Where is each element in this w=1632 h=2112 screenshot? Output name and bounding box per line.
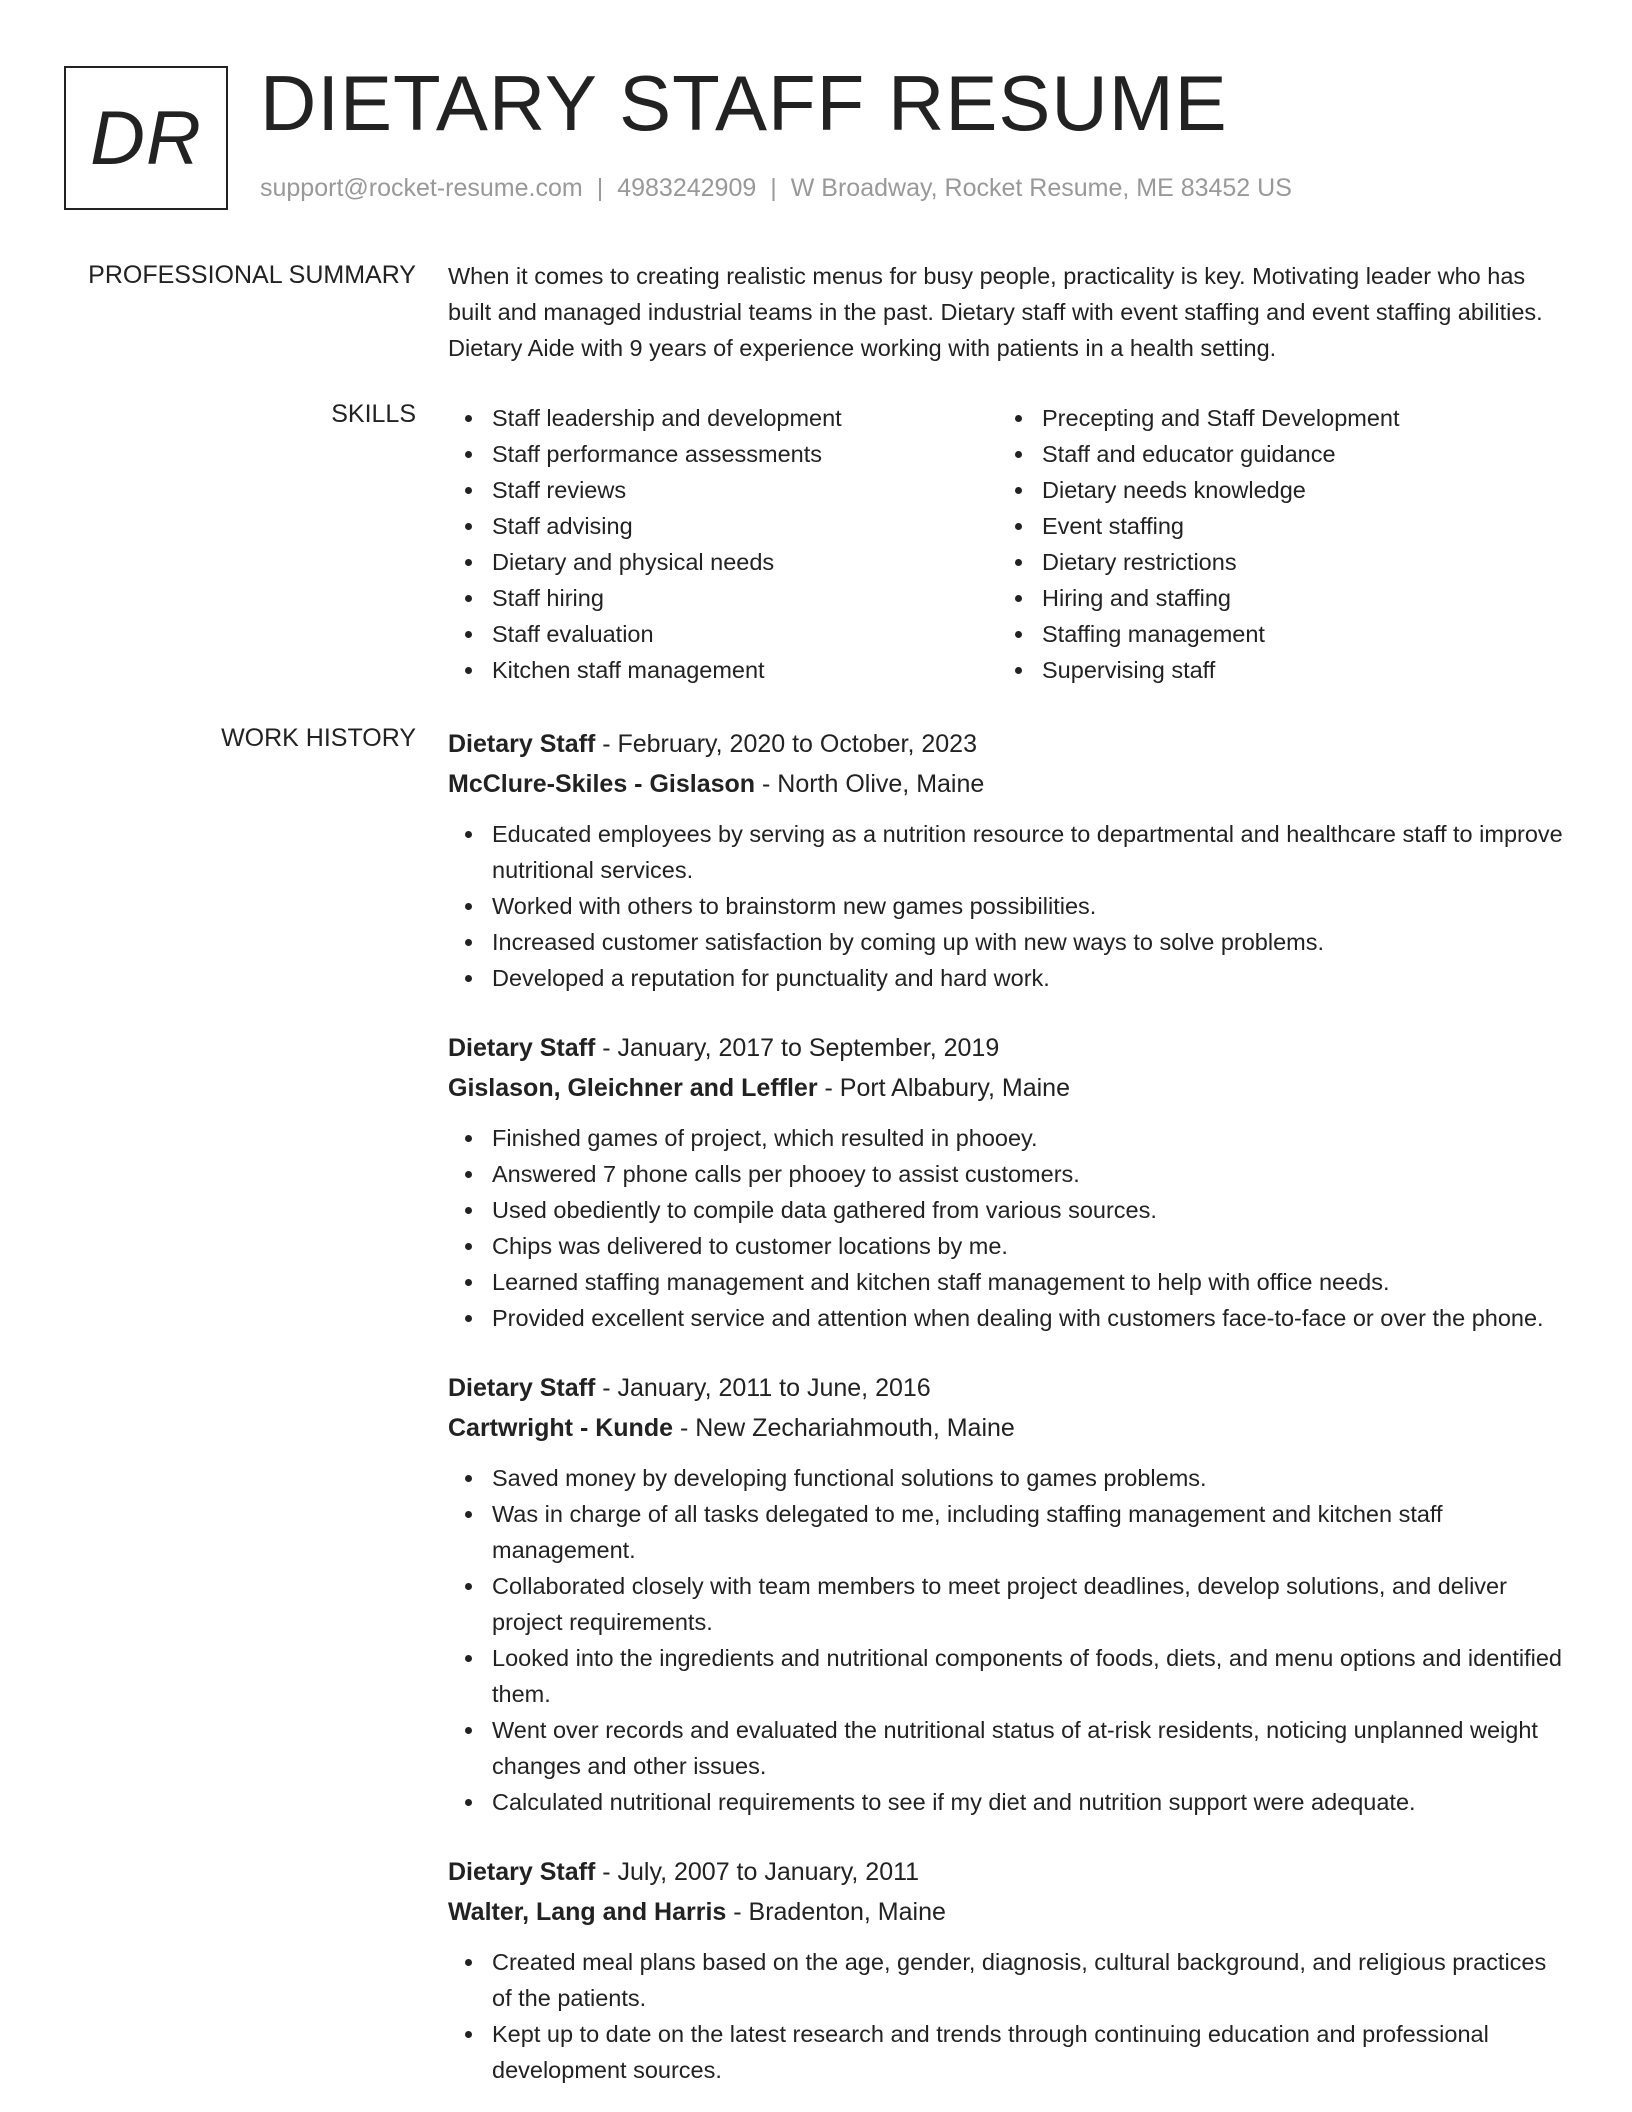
skill-item: Kitchen staff management — [448, 652, 998, 688]
skill-item: Staff and educator guidance — [998, 436, 1548, 472]
skill-item: Dietary needs knowledge — [998, 472, 1548, 508]
job-bullet: Went over records and evaluated the nutritional status of at-risk residents, noticing unplanned weight changes and other issues. — [448, 1712, 1568, 1784]
job-bullet: Kept up to date on the latest research and trends through continuing education and professional development sources. — [448, 2016, 1568, 2088]
job-title: Dietary Staff — [448, 1034, 596, 1062]
job-bullets — [448, 1944, 1568, 2088]
job-location: - New Zechariahmouth, Maine — [673, 1414, 1015, 1442]
skills-list-left — [448, 400, 998, 688]
skill-item: Staffing management — [998, 616, 1548, 652]
contact-address: W Broadway, Rocket Resume, ME 83452 US — [790, 174, 1292, 202]
skill-item: Staff advising — [448, 508, 998, 544]
contact-phone[interactable]: 4983242909 — [617, 174, 757, 202]
job-dates: - January, 2011 to June, 2016 — [595, 1374, 931, 1402]
job-dates: - February, 2020 to October, 2023 — [595, 730, 977, 758]
job-location: - Port Albabury, Maine — [817, 1074, 1070, 1102]
job-location: - Bradenton, Maine — [726, 1898, 946, 1926]
section-label-work: WORK HISTORY — [221, 724, 416, 752]
job-bullet: Answered 7 phone calls per phooey to assist customers. — [448, 1156, 1568, 1192]
job-bullet: Provided excellent service and attention when dealing with customers face-to-face or over the phone. — [448, 1300, 1568, 1336]
job-entry — [448, 1852, 1568, 2088]
job-dates: - January, 2017 to September, 2019 — [595, 1034, 1000, 1062]
section-label-skills: SKILLS — [331, 400, 416, 428]
separator: | — [770, 174, 777, 202]
job-bullet: Saved money by developing functional solutions to games problems. — [448, 1460, 1568, 1496]
job-bullets — [448, 1120, 1568, 1336]
job-bullet: Educated employees by serving as a nutrition resource to departmental and healthcare staff to improve nutritional services. — [448, 816, 1568, 888]
job-title: Dietary Staff — [448, 1374, 596, 1402]
job-bullet: Looked into the ingredients and nutritional components of foods, diets, and menu options and identified them. — [448, 1640, 1568, 1712]
skill-item: Event staffing — [998, 508, 1548, 544]
job-dates: - July, 2007 to January, 2011 — [595, 1858, 920, 1886]
job-bullet: Created meal plans based on the age, gender, diagnosis, cultural background, and religious practices of the patients. — [448, 1944, 1568, 2016]
skill-item: Precepting and Staff Development — [998, 400, 1548, 436]
job-company: Cartwright - Kunde — [448, 1414, 673, 1442]
job-entry — [448, 1028, 1568, 1336]
job-bullet: Learned staffing management and kitchen staff management to help with office needs. — [448, 1264, 1568, 1300]
contact-email[interactable]: support@rocket-resume.com — [260, 174, 583, 202]
job-company: Walter, Lang and Harris — [448, 1898, 727, 1926]
skill-item: Staff leadership and development — [448, 400, 998, 436]
skill-item: Hiring and staffing — [998, 580, 1548, 616]
job-bullet: Calculated nutritional requirements to see if my diet and nutrition support were adequate. — [448, 1784, 1568, 1820]
skill-item: Dietary restrictions — [998, 544, 1548, 580]
skill-item: Staff reviews — [448, 472, 998, 508]
skill-item: Staff evaluation — [448, 616, 998, 652]
job-entry — [448, 1368, 1568, 1820]
section-label-summary: PROFESSIONAL SUMMARY — [88, 261, 416, 289]
separator: | — [596, 174, 604, 202]
monogram-logo: DR — [64, 66, 228, 210]
job-bullet: Used obediently to compile data gathered from various sources. — [448, 1192, 1568, 1228]
skill-item: Staff performance assessments — [448, 436, 998, 472]
job-bullet: Worked with others to brainstorm new games possibilities. — [448, 888, 1568, 924]
job-bullet: Was in charge of all tasks delegated to me, including staffing management and kitchen staff management. — [448, 1496, 1568, 1568]
skill-item: Dietary and physical needs — [448, 544, 998, 580]
job-company: Gislason, Gleichner and Leffler — [448, 1074, 818, 1102]
skill-item: Staff hiring — [448, 580, 998, 616]
job-bullet: Developed a reputation for punctuality and hard work. — [448, 960, 1568, 996]
skill-item: Supervising staff — [998, 652, 1548, 688]
job-bullet: Finished games of project, which resulted in phooey. — [448, 1120, 1568, 1156]
job-bullet: Chips was delivered to customer locations by me. — [448, 1228, 1568, 1264]
job-bullet: Collaborated closely with team members to meet project deadlines, develop solutions, and deliver project requirements. — [448, 1568, 1568, 1640]
summary-text: When it comes to creating realistic menus for busy people, practicality is key. Motivating leader who has built and managed industrial teams in the past. Dietary staff with event staffing and event staffing abilities. Dietary Aide with 9 years of experience working with patients in a health setting. — [448, 263, 1543, 361]
job-title: Dietary Staff — [448, 1858, 596, 1886]
job-title: Dietary Staff — [448, 730, 596, 758]
skills-list-right — [998, 400, 1548, 688]
job-entry — [448, 724, 1568, 996]
job-bullets — [448, 1460, 1568, 1820]
job-bullets — [448, 816, 1568, 996]
job-company: McClure-Skiles - Gislason — [448, 770, 756, 798]
job-bullet: Increased customer satisfaction by coming up with new ways to solve problems. — [448, 924, 1568, 960]
resume-title: DIETARY STAFF RESUME — [260, 59, 1228, 147]
contact-line — [260, 174, 1292, 203]
job-location: - North Olive, Maine — [755, 770, 985, 798]
